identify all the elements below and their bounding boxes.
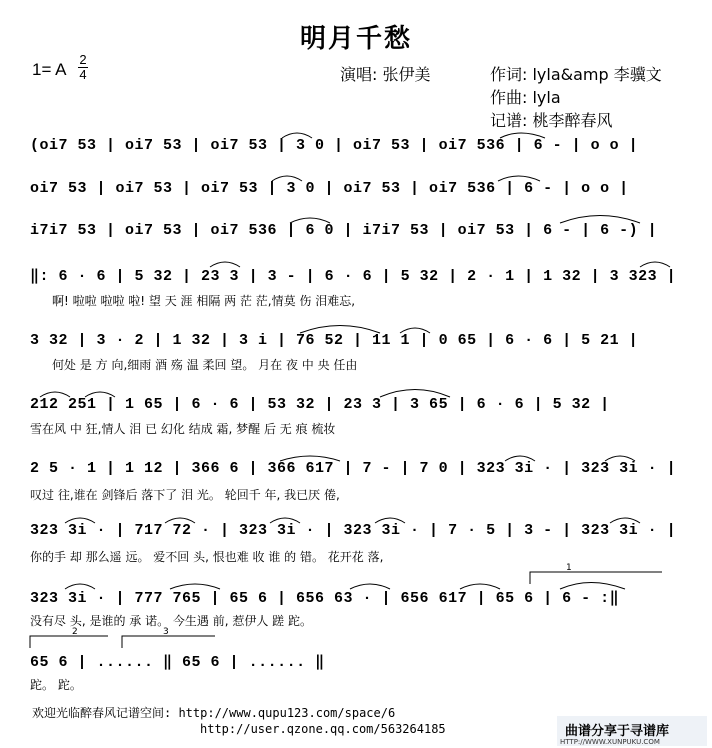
volta-bracket-3	[122, 636, 215, 648]
score-row-8-lyrics: 你的手 却 那么遥 远。 爱不回 头, 恨也难 收 谁 的 错。 花开花 落,	[30, 550, 384, 564]
page-title: 明月千愁	[299, 24, 412, 54]
footer-line-2: http://user.qzone.qq.com/563264185	[200, 722, 446, 736]
score-row-10-lyrics: 跎。 跎。	[30, 678, 82, 692]
score-row-4-lyrics: 啊! 啦啦 啦啦 啦! 望 天 涯 相隔 两 茫 茫,情莫 伤 泪难忘,	[52, 294, 356, 308]
volta-number-1: 1	[566, 563, 572, 573]
score-row-9-lyrics: 没有尽 头, 是谁的 承 诺。 今生遇 前, 惹伊人 蹉 跎。	[30, 614, 312, 628]
key-signature: 1= A	[32, 60, 67, 79]
time-signature	[78, 53, 88, 81]
score-row-6-lyrics: 雪在风 中 狂,情人 泪 已 幻化 结成 霜, 梦醒 后 无 痕 梳妆	[30, 422, 336, 436]
volta-bracket-2	[30, 636, 108, 648]
composer-credit: 作曲: lyla	[490, 88, 561, 107]
score-row-9-notes: 323 3i · | 777 765 | 65 6 | 656 63 · | 656 617 | 65 6 | 6 - :‖	[30, 590, 620, 607]
watermark-title: 曲谱分享于寻谱库	[565, 724, 670, 739]
singer-credit: 演唱: 张伊美	[340, 65, 431, 84]
score-row-6-notes: 212 251 | 1 65 | 6 · 6 | 53 32 | 23 3 | 3 65 | 6 · 6 | 5 32 |	[30, 396, 610, 413]
score-row-10-notes: 65 6 | ...... ‖ 65 6 | ...... ‖	[30, 654, 325, 671]
lyricist-credit: 作词: lyla&amp 李骥文	[490, 65, 662, 84]
footer-line-1: 欢迎光临醉春风记谱空间: http://www.qupu123.com/space/6	[32, 706, 396, 720]
time-signature-top: 2	[79, 52, 87, 67]
volta-bracket-1	[530, 572, 662, 584]
score-row-7-lyrics: 叹过 往,谁在 剑锋后 落下了 泪 光。 轮回千 年, 我已厌 倦,	[30, 488, 340, 502]
score-row-8-notes: 323 3i · | 717 72 · | 323 3i · | 323 3i · | 7 · 5 | 3 - | 323 3i · |	[30, 522, 677, 539]
score-row-1-notes: (oi7 53 | oi7 53 | oi7 53 | 3 0 | oi7 53 | oi7 536 | 6 - | o o |	[30, 137, 639, 154]
watermark-url: HTTP://WWW.XUNPUKU.COM	[560, 738, 660, 746]
volta-number-3: 3	[163, 627, 169, 637]
time-signature-bottom: 4	[79, 67, 87, 82]
score-row-5-lyrics: 何处 是 方 向,细雨 酒 殇 温 柔回 望。 月在 夜 中 央 任由	[52, 358, 358, 372]
score-row-5-notes: 3 32 | 3 · 2 | 1 32 | 3 i | 76 52 | 11 1 | 0 65 | 6 · 6 | 5 21 |	[30, 332, 639, 349]
volta-number-2: 2	[72, 627, 78, 637]
score-row-7-notes: 2 5 · 1 | 1 12 | 366 6 | 366 617 | 7 - | 7 0 | 323 3i · | 323 3i · |	[30, 460, 677, 477]
score-row-3-notes: i7i7 53 | oi7 53 | oi7 536 | 6 0 | i7i7 53 | oi7 53 | 6 - | 6 -) |	[30, 222, 658, 239]
score-row-2-notes: oi7 53 | oi7 53 | oi7 53 | 3 0 | oi7 53 | oi7 536 | 6 - | o o |	[30, 180, 629, 197]
transcriber-credit: 记谱: 桃李醉春风	[490, 111, 613, 130]
score-row-4-notes: ‖: 6 · 6 | 5 32 | 23 3 | 3 - | 6 · 6 | 5 32 | 2 · 1 | 1 32 | 3 323 |	[30, 268, 677, 285]
